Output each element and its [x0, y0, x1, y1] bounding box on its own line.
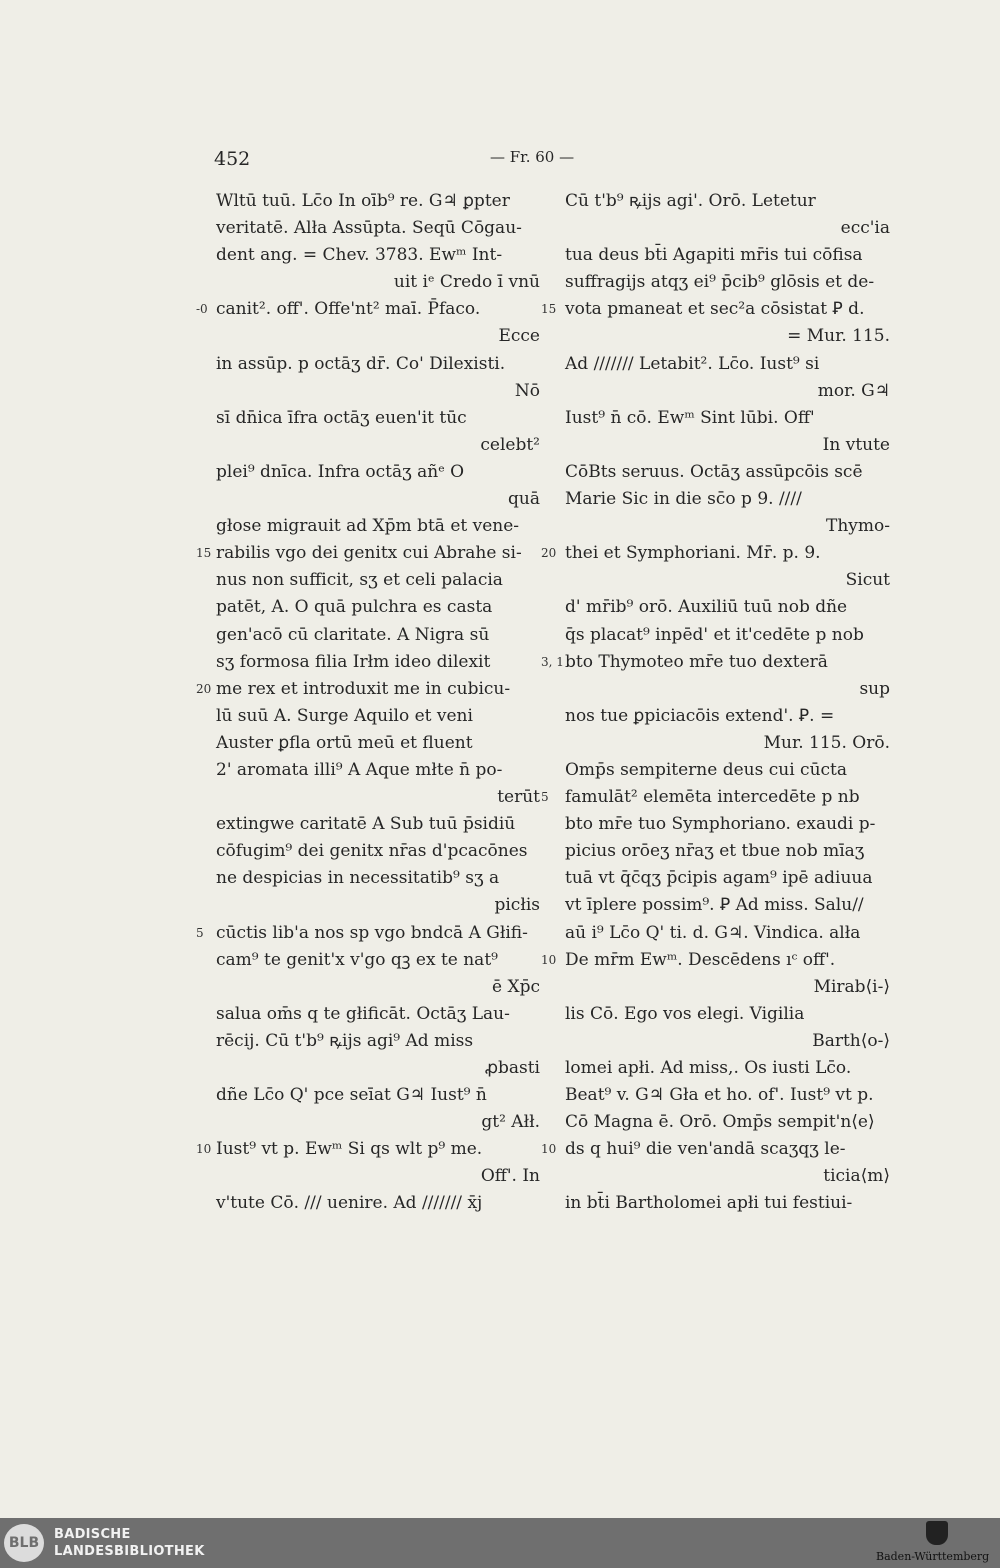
text-line [565, 974, 890, 1001]
text-line [216, 594, 540, 621]
line-text: Thymo- [826, 516, 890, 537]
text-line [216, 1109, 540, 1136]
text-line [565, 703, 890, 730]
line-number: 10 [196, 1142, 212, 1157]
line-text: ē Xp̄c [492, 976, 540, 997]
line-text: = Mur. 115. [787, 326, 890, 347]
line-text: ne despicias in necessitatib⁹ sʒ a [216, 868, 500, 889]
text-line [216, 784, 540, 811]
text-line [541, 784, 890, 811]
left-text-column [196, 188, 540, 1218]
line-text: Auster ꝑfla ortū meū et fluent [216, 732, 473, 753]
text-line [216, 838, 540, 865]
text-line [216, 1163, 540, 1190]
library-footer-bar [0, 1518, 1000, 1568]
text-line [216, 974, 540, 1001]
line-text: extingwe caritatē A Sub tuū p̄sidiū [216, 814, 516, 835]
text-line [565, 378, 890, 405]
text-line [196, 296, 540, 323]
text-line [565, 838, 890, 865]
line-text: canit². off'. Offe'nt² maī. P̄faco. [216, 299, 481, 320]
line-text: picłis [494, 895, 540, 916]
text-line [565, 351, 890, 378]
line-number: 3, 1 [541, 654, 564, 669]
text-line [216, 432, 540, 459]
line-text: De mr̄m Ewᵐ. Descēdens ıᶜ off'. [565, 949, 836, 970]
line-text: Mirab⟨i-⟩ [813, 976, 890, 997]
text-line [216, 567, 540, 594]
line-text: Mur. 115. Orō. [763, 732, 890, 753]
line-text: gt² Ałł. [481, 1112, 540, 1133]
line-text: Off'. In [480, 1166, 540, 1187]
line-text: in assūp. p octāʒ dr̄. Co' Dilexisti. [216, 353, 506, 374]
line-text: Iust⁹ n̄ cō. Ewᵐ Sint lūbi. Off' [565, 407, 815, 428]
line-text: Ecce [498, 326, 540, 347]
line-text: In vtute [822, 434, 890, 455]
line-text: bto mr̄e tuo Symphoriano. exaudi p- [565, 814, 876, 835]
partner-name: Baden-Württemberg [876, 1550, 990, 1563]
right-text-column [541, 188, 890, 1218]
line-text: thei et Symphoriani. Mr̄. p. 9. [565, 543, 821, 564]
line-number: 10 [541, 952, 557, 967]
text-line [216, 811, 540, 838]
line-text: Sicut [845, 570, 890, 591]
text-line [216, 242, 540, 269]
line-text: lis Cō. Ego vos elegi. Vigilia [565, 1003, 805, 1024]
text-line [216, 1082, 540, 1109]
text-line [565, 1190, 890, 1217]
text-line [565, 757, 890, 784]
text-line [196, 1136, 540, 1163]
line-text: picius orōeʒ nr̄aʒ et tbue nob mīaʒ [565, 841, 865, 862]
text-line [216, 1055, 540, 1082]
text-line [565, 920, 890, 947]
line-text: me rex et introduxit me in cubicu- [216, 678, 511, 699]
line-text: lū suū A. Surge Aquilo et veni [216, 705, 473, 726]
line-text: plei⁹ dnīca. Infra octāʒ añᵉ O [216, 461, 465, 482]
text-line [541, 947, 890, 974]
line-text: rēcij. Cū t'b⁹ ꝶijs agi⁹ Ad miss [216, 1030, 474, 1051]
text-line [216, 703, 540, 730]
text-line [216, 757, 540, 784]
line-text: d' mr̄ib⁹ orō. Auxiliū tuū nob dñe [565, 597, 848, 618]
text-line [196, 540, 540, 567]
line-text: q̄s placat⁹ inpēd' et it'cedēte p nob [565, 624, 864, 645]
line-text: gen'acō cū claritate. A Nigra sū [216, 624, 490, 645]
text-line [565, 892, 890, 919]
line-text: tua deus bt̄i Agapiti mr̄is tui cōfisa [565, 245, 863, 266]
line-text: veritatē. Alła Assūpta. Seqū Cōgau- [216, 218, 522, 239]
blb-logo: BLB [4, 1524, 44, 1562]
line-text: vt īplere possim⁹. Ꝑ Ad miss. Salu// [565, 895, 864, 916]
text-line [216, 351, 540, 378]
text-line [216, 1190, 540, 1217]
line-text: cōfugim⁹ dei genitx nr̄as d'pcacōnes [216, 841, 528, 862]
line-text: in bt̄i Bartholomei apłi tui festiui- [565, 1193, 853, 1214]
text-line [541, 1136, 890, 1163]
line-number: -0 [196, 302, 208, 317]
text-line [541, 649, 890, 676]
line-text: patēt, A. O quā pulchra es casta [216, 597, 493, 618]
text-line [565, 1082, 890, 1109]
line-number: 20 [541, 546, 557, 561]
text-line [565, 567, 890, 594]
text-line [216, 947, 540, 974]
line-text: Iust⁹ vt p. Ewᵐ Si qs wlt p⁹ me. [216, 1139, 483, 1160]
library-name-line1: BADISCHE [54, 1527, 131, 1542]
text-line [565, 432, 890, 459]
text-line [565, 1163, 890, 1190]
text-line [216, 188, 540, 215]
text-line [216, 378, 540, 405]
line-text: głose migrauit ad Xp̄m btā et vene- [216, 516, 520, 537]
line-text: quā [508, 489, 540, 510]
line-text: ꝓbasti [484, 1058, 540, 1078]
text-line [216, 730, 540, 757]
text-line [565, 730, 890, 757]
text-line [565, 269, 890, 296]
library-name [54, 1526, 205, 1560]
line-text: Nō [514, 380, 540, 401]
line-text: Cō Magna ē. Orō. Omp̄s sempit'n⟨e⟩ [565, 1112, 875, 1133]
text-line [565, 486, 890, 513]
line-text: uit iᵉ Credo ī vnū [393, 272, 540, 293]
text-line [216, 513, 540, 540]
line-text: Beat⁹ v. G♃ Głа et ho. of'. Iust⁹ vt p. [565, 1085, 874, 1106]
text-line [565, 594, 890, 621]
line-text: v'tute Cō. /// uenire. Ad /////// x̄j [216, 1193, 483, 1214]
text-line [216, 1028, 540, 1055]
text-line [565, 188, 890, 215]
line-text: tuā vt q̄c̄qʒ p̄cipis agam⁹ ipē adiuua [565, 868, 873, 889]
line-text: Barth⟨o-⟩ [812, 1030, 890, 1051]
text-line [565, 459, 890, 486]
text-line [216, 865, 540, 892]
text-line [196, 920, 540, 947]
text-line [216, 622, 540, 649]
line-text: cam⁹ te genit'x v'go qꝫ ex te nat⁹ [216, 949, 498, 970]
text-line [565, 865, 890, 892]
line-text: lomei apłi. Ad miss,. Os iusti Lc̄o. [565, 1058, 852, 1078]
page-number: 452 [214, 148, 251, 170]
line-text: 2' aromata illi⁹ A Aque młte n̄ po- [216, 759, 503, 780]
line-text: celebt² [480, 434, 540, 455]
line-text: sī dn̄ica īfra octāʒ euen'it tūc [216, 407, 467, 428]
text-line [216, 323, 540, 350]
text-line [565, 676, 890, 703]
line-text: aū i⁹ Lc̄o Q' ti. d. G♃. Vindica. alła [565, 922, 861, 943]
line-number: 15 [196, 546, 212, 561]
line-number: 5 [541, 790, 549, 805]
text-line [541, 296, 890, 323]
text-line [216, 215, 540, 242]
line-text: cūctis lib'a nos sp vgo bndcā A Głifi- [216, 922, 528, 943]
text-line [541, 540, 890, 567]
line-text: ecc'ia [840, 218, 890, 239]
coat-of-arms-icon [926, 1521, 948, 1545]
text-line [216, 405, 540, 432]
line-text: nus non sufficit, sʒ et celi palacia [216, 570, 503, 591]
line-text: dent ang. = Chev. 3783. Ewᵐ Int- [216, 245, 503, 266]
line-text: sʒ formosa filia Irłm ideo dilexit [216, 651, 491, 672]
line-text: famulāt² elemēta intercedēte p nb [565, 787, 860, 808]
line-text: CōBts seruus. Octāʒ assūpcōis scē [565, 461, 863, 482]
text-line [216, 1001, 540, 1028]
line-text: terūt [497, 787, 540, 808]
line-text: salua om̄s q te głificāt. Octāʒ Lau- [216, 1003, 510, 1024]
line-number: 20 [196, 681, 212, 696]
line-text: mor. G♃ [817, 380, 890, 401]
line-text: Ad /////// Letabit². Lc̄o. Iust⁹ si [565, 353, 820, 374]
line-text: ticia⟨m⟩ [823, 1166, 890, 1187]
line-number: 5 [196, 925, 204, 940]
text-line [565, 1028, 890, 1055]
line-number: 10 [541, 1142, 557, 1157]
running-head: — Fr. 60 — [490, 148, 575, 166]
line-text: Marie Sic in die sc̄o p 9. //// [565, 489, 802, 510]
line-text: dñe Lc̄o Q' pce seīat G♃ Iust⁹ n̄ [216, 1085, 487, 1106]
text-line [216, 459, 540, 486]
line-number: 15 [541, 302, 557, 317]
text-line [565, 323, 890, 350]
text-line [565, 811, 890, 838]
text-line [565, 1055, 890, 1082]
text-line [565, 242, 890, 269]
line-text: Cū t'b⁹ ꝶijs agi'. Orō. Letetur [565, 191, 816, 211]
text-line [565, 513, 890, 540]
line-text: Omp̄s sempiterne deus cui cūcta [565, 759, 848, 780]
text-line [565, 215, 890, 242]
text-line [216, 486, 540, 513]
text-line [565, 622, 890, 649]
line-text: ds q hui⁹ die ven'andā scaʒqʒ le- [565, 1139, 846, 1160]
line-text: nos tue ꝑpiciacōis extend'. Ꝑ. = [565, 705, 835, 726]
line-text: suffragijs atqʒ ei⁹ p̄cib⁹ glōsis et de- [565, 272, 875, 293]
text-line [216, 649, 540, 676]
line-text: bto Thymoteo mr̄e tuo dexterā [565, 651, 828, 672]
text-line [565, 1109, 890, 1136]
text-line [216, 269, 540, 296]
line-text: sup [859, 678, 890, 699]
text-line [565, 1001, 890, 1028]
library-name-line2: LANDESBIBLIOTHEK [54, 1544, 205, 1559]
line-text: vota pmaneat et sec²a cōsistat Ꝑ d. [565, 299, 865, 320]
text-line [196, 676, 540, 703]
text-line [565, 405, 890, 432]
line-text: Wltū tuū. Lc̄o In oīb⁹ re. G♃ ꝑpter [216, 191, 510, 211]
line-text: rabilis vgo dei genitx cui Abrahe si- [216, 543, 522, 564]
text-line [216, 892, 540, 919]
page-header [214, 148, 894, 174]
